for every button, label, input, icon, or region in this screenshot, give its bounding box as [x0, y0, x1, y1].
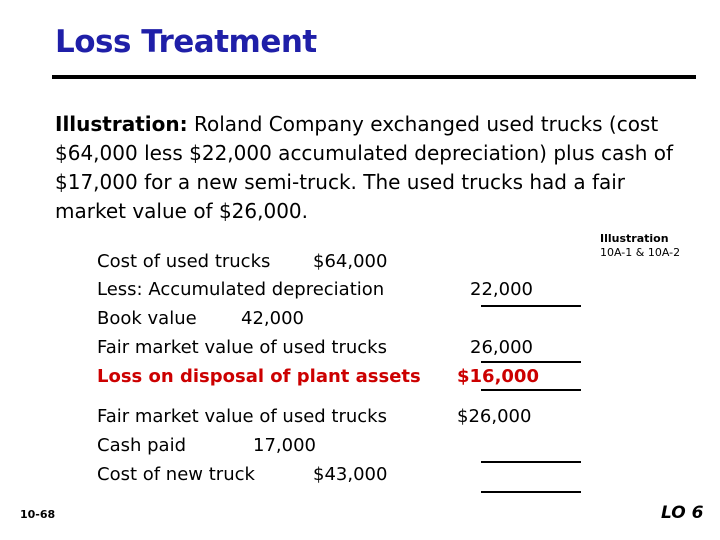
- fmv-row: [97, 337, 387, 358]
- accum-underline: [481, 305, 581, 307]
- new-cost-label: Cost of new truck: [97, 464, 255, 485]
- loss-label: Loss on disposal of plant assets: [97, 366, 421, 387]
- cost-value: $64,000: [313, 251, 388, 272]
- new-cost-value: $43,000: [313, 464, 388, 485]
- loss-row: [97, 366, 421, 387]
- illustration-reference: [600, 232, 680, 260]
- new-cost-underline: [481, 491, 581, 493]
- cash-underline: [481, 461, 581, 463]
- title-divider: [52, 75, 696, 79]
- reference-line-2: 10A-1 & 10A-2: [600, 246, 681, 259]
- new-fmv-value: $26,000: [457, 406, 532, 427]
- book-value: 42,000: [241, 308, 304, 329]
- new-fmv-row: [97, 406, 387, 427]
- cash-row: [97, 435, 186, 456]
- fmv-label: Fair market value of used trucks: [97, 337, 387, 358]
- intro-label: Illustration:: [55, 112, 188, 136]
- fmv-value: 26,000: [470, 337, 533, 358]
- loss-value: $16,000: [457, 366, 539, 387]
- accum-label: Less: Accumulated depreciation: [97, 279, 385, 300]
- learning-objective: LO 6: [661, 503, 704, 523]
- fmv-underline: [481, 361, 581, 363]
- reference-line-1: Illustration: [600, 232, 669, 245]
- new-fmv-label: Fair market value of used trucks: [97, 406, 387, 427]
- book-label: Book value: [97, 308, 197, 329]
- cash-label: Cash paid: [97, 435, 186, 456]
- slide-title: Loss Treatment: [55, 24, 317, 60]
- loss-underline: [481, 389, 581, 391]
- cash-value: 17,000: [253, 435, 316, 456]
- accum-value: 22,000: [470, 279, 533, 300]
- intro-paragraph: [55, 110, 695, 226]
- book-row: [97, 308, 197, 329]
- cost-label: Cost of used trucks: [97, 251, 271, 272]
- cost-row: [97, 251, 270, 272]
- new-cost-row: [97, 464, 255, 485]
- intro-text: Roland Company exchanged used trucks (cost $64,000 less $22,000 accumulated depreciation) plus cash of $17,000 for a new semi-truck. The used trucks had a fair market value of $26,000.: [55, 112, 674, 223]
- slide-number: 10-68: [20, 508, 56, 521]
- accum-row: [97, 279, 384, 300]
